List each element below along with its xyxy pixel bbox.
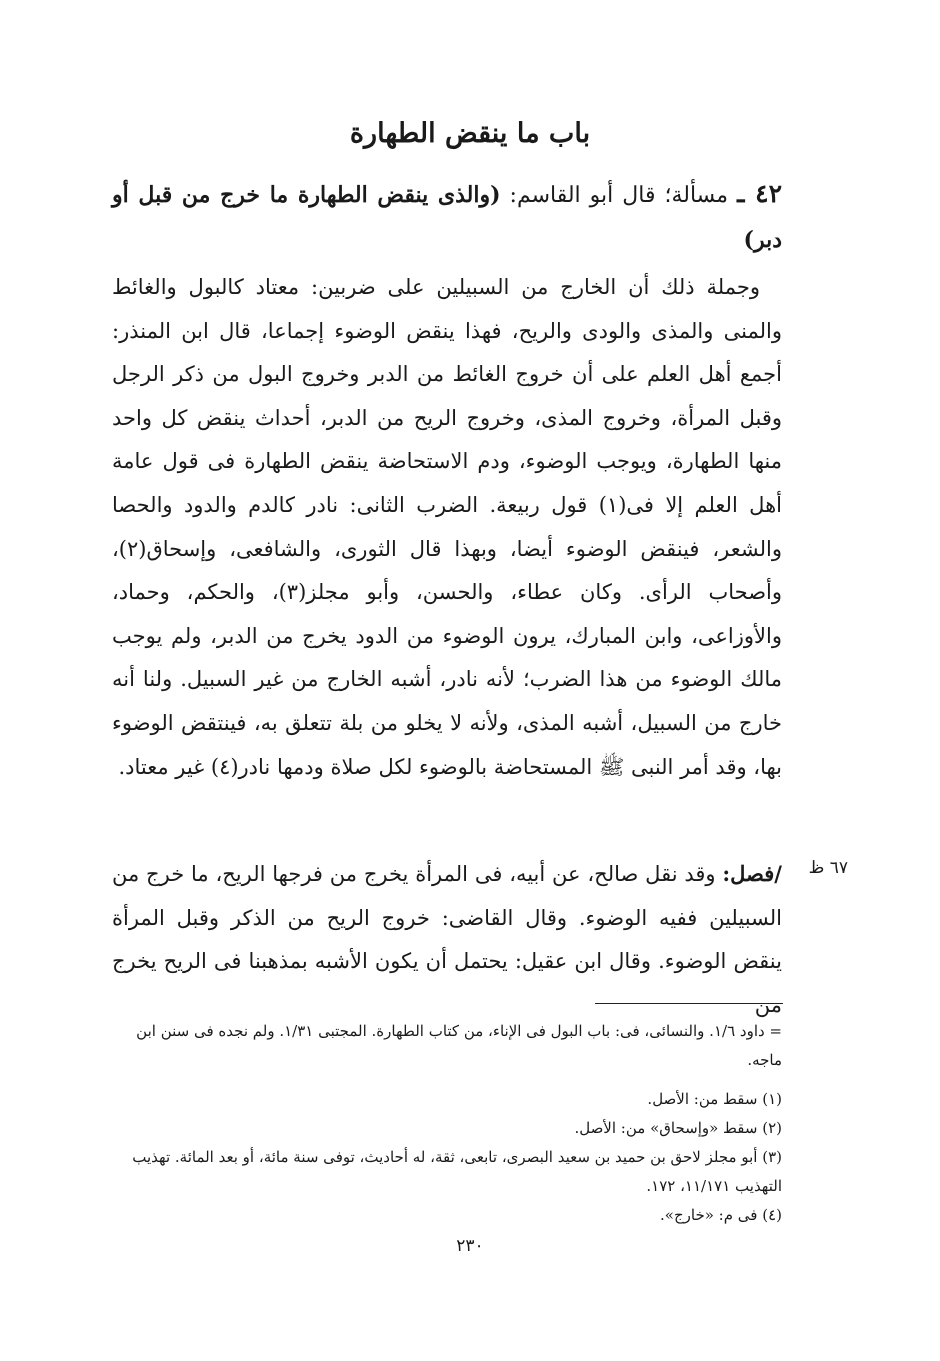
chapter-title: باب ما ينقض الطهارة: [349, 118, 591, 149]
footnote-item: (٤) فى م: «خارج».: [660, 1206, 782, 1224]
main-paragraph-text: وجملة ذلك أن الخارج من السبيلين على ضربين: معتاد كالبول والغائط والمنى والمذى والودى والريح، فهذا ينقض الوضوء إجماعا، قال ابن المنذر: أجمع أهل العلم على أن خروج الغائط من الدبر وخروج البول من ذكر الرجل وقبل المرأة، وخروج المذى، وخروج الريح من الدبر، أحداث ينقض كل واحد منها الطهارة، ويوجب الوضوء، ودم الاستحاضة ينقض الطهارة فى قول عامة أهل العلم إلا فى(١) قول ربيعة. الضرب الثانى: نادر كالدم والدود والحصا والشعر، فينقض الوضوء أيضا، وبهذا قال الثورى، والشافعى، وإسحاق(٢)، وأصحاب الرأى. وكان عطاء، والحسن، وأبو مجلز(٣)، والحكم، وحماد، والأوزاعى، وابن المبارك، يرون الوضوء من الدود يخرج من الدبر، ولم يوجب مالك الوضوء من هذا الضرب؛ لأنه نادر، أشبه الخارج من غير السبيل. ولنا أنه خارج من السبيل، أشبه المذى، ولأنه لا يخلو من بلة تتعلق به، فينتقض الوضوء بها، وقد أمر النبى ﷺ المستحاضة بالوضوء لكل صلاة ودمها نادر(٤) غير معتاد.: [112, 275, 782, 779]
issue-number: ٤٢ ـ: [737, 179, 783, 208]
margin-folio-note: ٦٧ ظ: [808, 858, 848, 878]
footnote-continuation: = داود ١/٦. والنسائى، فى: باب البول فى الإناء، من كتاب الطهارة. المجتبى ١/٣١. ولم نجده فى سنن ابن ماجه.: [136, 1022, 782, 1069]
fasl-label: /فصل:: [722, 861, 782, 886]
footnote-item: (٢) سقط «وإسحاق» من: الأصل.: [574, 1119, 782, 1137]
footnote-divider: [595, 1003, 783, 1004]
footnotes: [112, 1017, 782, 1230]
footnote-item: (١) سقط من: الأصل.: [647, 1090, 782, 1108]
footnote-item: (٣) أبو مجلز لاحق بن حميد بن سعيد البصرى، تابعى، ثقة، له أحاديث، توفى سنة مائة، أو بعد المائة. تهذيب التهذيب ١١/١٧١، ١٧٢.: [132, 1148, 782, 1195]
fasl-paragraph: [112, 852, 782, 1017]
fasl-text: وقد نقل صالح، عن أبيه، فى المرأة يخرج من فرجها الريح، ما خرج من السبيلين ففيه الوضوء. وقال القاضى: خروج الريح من الذكر وقبل المرأة ينقض الوضوء. وقال ابن عقيل: يحتمل أن يكون الأشبه بمذهبنا فى الريح يخرج من: [112, 862, 782, 1017]
issue-intro: مسألة؛ قال أبو القاسم:: [509, 183, 729, 208]
issue-quote: (والذى ينقض الطهارة ما خرج من قبل أو دبر): [112, 182, 782, 253]
page-number: ٢٣٠: [456, 1236, 484, 1256]
main-paragraph: [112, 266, 782, 846]
issue-heading: [112, 172, 782, 263]
